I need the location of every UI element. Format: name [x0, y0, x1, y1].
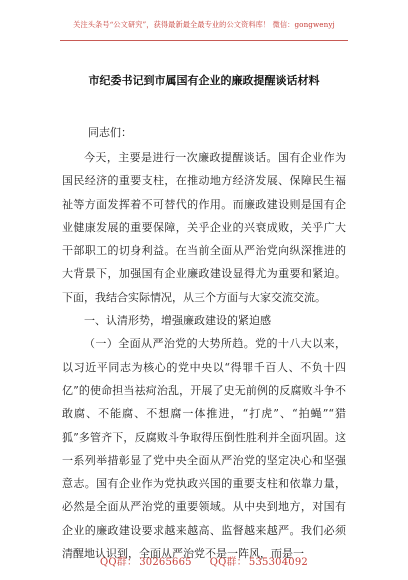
salutation: 同志们：	[88, 126, 132, 139]
qq-group-number-2: 535304092	[248, 557, 308, 568]
document-title: 市纪委书记到市属国有企业的廉政提醒谈话材料	[88, 74, 320, 87]
section-heading-1: 一、认清形势，增强廉政建设的紧迫感	[84, 314, 271, 328]
paragraph-intro: 今天，主要是进行一次廉政提醒谈话。国有企业作为国民经济的重要支柱，在推动地方经济发展、保障民生福祉等方面发挥着不可替代的作用。而廉政建设则是国有企业健康发展的重要保障，关乎企业的兴衰成败，关乎广大干部职工的切身利益。在当前全面从严治党向纵深推进的大背景下，加强国有企业廉政建设显得尤为重要和紧迫。下面，我结合实际情况，从三个方面与大家交流交流。	[62, 151, 346, 304]
footer-qq-groups	[0, 553, 408, 568]
qq-group-number-1: 30265665	[139, 557, 192, 568]
header-banner: 关注头条号“公文研究”，获得最新最全最专业的公文资料库！ 微信：gongwenyj	[73, 20, 335, 29]
qq-group-label-2: QQ群：	[209, 557, 247, 568]
document-body	[62, 146, 346, 565]
paragraph-section-1-1: （一）全面从严治党的大势所趋。党的十八大以来，以习近平同志为核心的党中央以“得罪千百人、不负十四亿”的使命担当祛疴治乱，开展了史无前例的反腐败斗争不敢腐、不能腐、不想腐一体推进，“打虎”、“拍蝇”“猎狐”多管齐下，反腐败斗争取得压倒性胜利并全面巩固。这一系列举措彰显了党中央全面从严治党的坚定决心和坚强意志。国有企业作为党执政兴国的重要支柱和依靠力量，必然是全面从严治党的重要领域。从中央到地方，对国有企业的廉政建设要求越来越高、监督越来越严。我们必须清醒地认识到，全面从严治党不是一阵风，而是一	[62, 337, 346, 561]
qq-group-label-1: QQ群：	[100, 557, 138, 568]
header-divider	[60, 40, 348, 41]
